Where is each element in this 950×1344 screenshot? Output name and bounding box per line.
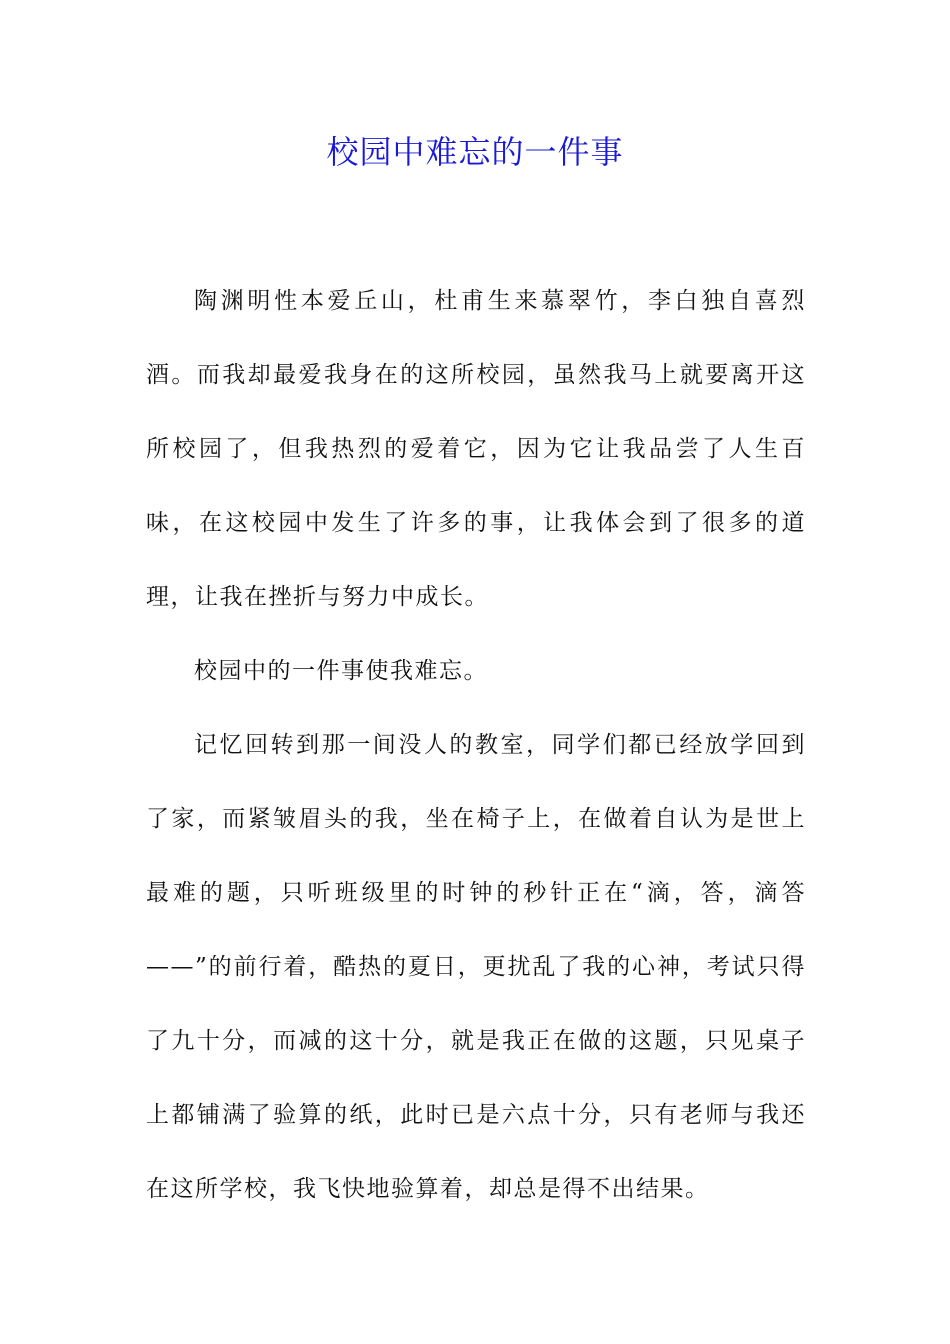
paragraph-2: 校园中的一件事使我难忘。 (194, 658, 488, 684)
document-body (146, 264, 806, 1226)
document-title: 校园中难忘的一件事 (326, 133, 624, 171)
paragraph-1: 陶渊明性本爱丘山，杜甫生来慕翠竹，李白独自喜烈酒。而我却最爱我身在的这所校园，虽然我马上就要离开这所校园了，但我热烈的爱着它，因为它让我品尝了人生百味，在这校园中发生了许多的事，让我体会到了很多的道理，让我在挫折与努力中成长。 (146, 288, 806, 610)
paragraph-3: 记忆回转到那一间没人的教室，同学们都已经放学回到了家，而紧皱眉头的我，坐在椅子上，在做着自认为是世上最难的题，只听班级里的时钟的秒针正在“滴，答，滴答——”的前行着，酷热的夏日，更扰乱了我的心神，考试只得了九十分，而减的这十分，就是我正在做的这题，只见桌子上都铺满了验算的纸，此时已是六点十分，只有老师与我还在这所学校，我飞快地验算着，却总是得不出结果。 (146, 732, 806, 1202)
